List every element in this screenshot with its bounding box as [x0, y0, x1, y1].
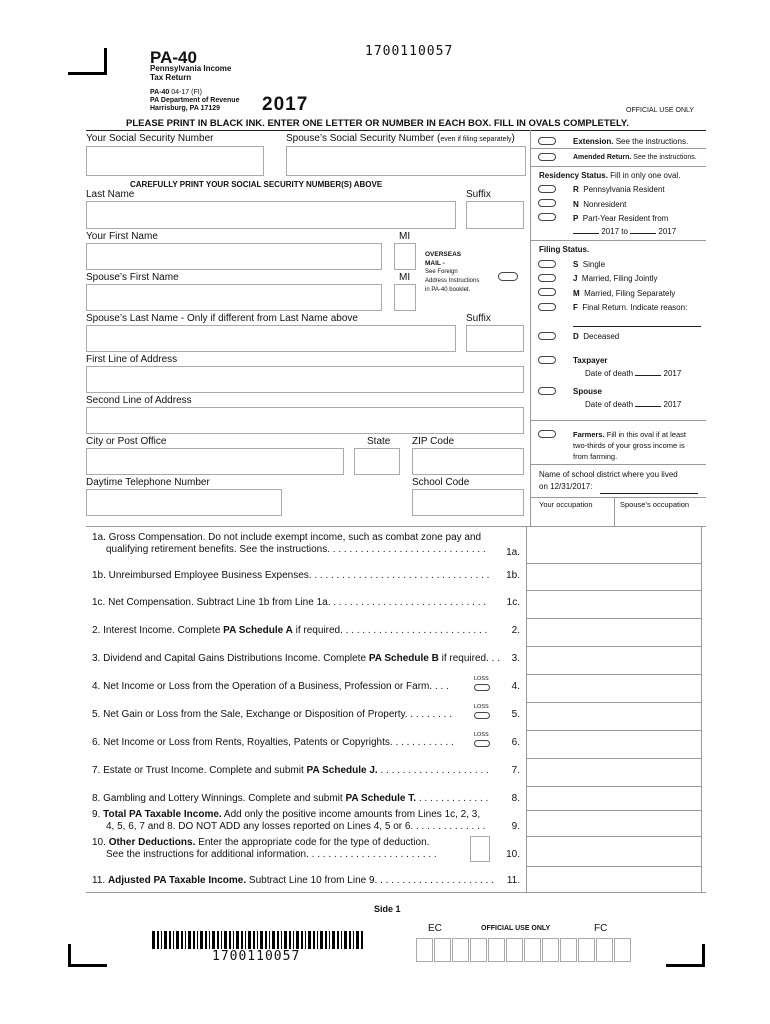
barcode-bar: [317, 931, 318, 949]
barcode-bar: [209, 931, 210, 949]
last-name-label: Last Name: [86, 189, 135, 200]
spouse-ssn-label: Spouse’s Social Security Number (even if filing separately): [286, 133, 515, 144]
form-title-line1: Pennsylvania Income: [150, 64, 232, 73]
spouse-last-name-label: Spouse’s Last Name - Only if different from Last Name above: [86, 313, 358, 324]
barcode-bar: [197, 931, 198, 949]
official-use-cell: [596, 938, 613, 962]
barcode-bar: [265, 931, 267, 949]
loss-oval[interactable]: [474, 740, 490, 747]
filing-m-oval[interactable]: [538, 288, 556, 296]
line-prefix: 3. Dividend and Capital Gains Distributions Income. Complete: [92, 653, 369, 664]
official-use-cell: [488, 938, 505, 962]
line-description: [92, 765, 489, 776]
filing-s-label: S Single: [573, 260, 606, 269]
line-description: 5. Net Gain or Loss from the Sale, Exchange or Disposition of Property. . . . . . . . .: [92, 709, 452, 720]
barcode-bar: [301, 931, 303, 949]
amended-oval[interactable]: [538, 153, 556, 161]
spouse-last-name-field[interactable]: [86, 325, 456, 352]
barcode-bar: [296, 931, 299, 949]
print-instructions: PLEASE PRINT IN BLACK INK. ENTER ONE LETTER OR NUMBER IN EACH BOX. FILL IN OVALS COMPLETELY.: [126, 118, 629, 129]
barcode-number-bottom: 1700110057: [212, 949, 301, 964]
barcode-bar: [200, 931, 203, 949]
residency-n-oval[interactable]: [538, 199, 556, 207]
line-number: 9.: [511, 821, 520, 832]
line-number: 3.: [511, 653, 520, 664]
barcode-bar: [173, 931, 174, 949]
line-description-cont: qualifying retirement benefits. See the instructions. . . . . . . . . . . . . . . . . . . . . . . . . . . . .: [106, 544, 486, 555]
line-number: 8.: [511, 793, 520, 804]
line-description-cont: See the instructions for additional information. . . . . . . . . . . . . . . . . . . . . . . .: [106, 849, 437, 860]
filing-j-oval[interactable]: [538, 274, 556, 282]
line-description: 1b. Unreimbursed Employee Business Expenses. . . . . . . . . . . . . . . . . . . . . . . . . . . . . . . . .: [92, 570, 490, 581]
filing-s-oval[interactable]: [538, 260, 556, 268]
barcode-bar: [356, 931, 359, 949]
barcode-bar: [325, 931, 327, 949]
barcode-bar: [205, 931, 207, 949]
side-label: Side 1: [374, 904, 401, 914]
barcode-bar: [361, 931, 363, 949]
line-description: 6. Net Income or Loss from Rents, Royalties, Patents or Copyrights. . . . . . . . . . . .: [92, 737, 454, 748]
filing-j-label: J Married, Filing Jointly: [573, 274, 658, 283]
school-district-label-2: on 12/31/2017:: [539, 482, 593, 491]
registration-mark-bottom-left: [68, 944, 107, 967]
line-number: 6.: [511, 737, 520, 748]
right-rule-5: [530, 464, 706, 465]
line-bold-text: PA Schedule J.: [306, 765, 378, 776]
barcode-bar: [305, 931, 306, 949]
line-suffix: . . . . . . . . . . . . . . . . . . . .: [377, 765, 489, 776]
department: PA Department of Revenue: [150, 97, 240, 104]
loss-label: LOSS: [474, 732, 489, 738]
right-rule-1: [530, 148, 706, 149]
loss-oval[interactable]: [474, 684, 490, 691]
school-code-label: School Code: [412, 477, 470, 488]
barcode-bar: [185, 931, 186, 949]
taxpayer-label: Taxpayer: [573, 356, 608, 365]
line-description: [92, 809, 480, 820]
overseas-label-2: MAIL -: [425, 260, 445, 267]
line-bold-text: Total PA Taxable Income.: [103, 809, 222, 820]
farmers-oval[interactable]: [538, 430, 556, 438]
barcode-bar: [344, 931, 347, 949]
right-rule-2: [530, 166, 706, 167]
barcode-bar: [332, 931, 335, 949]
line-bold-text: Other Deductions.: [108, 837, 196, 848]
barcode-bar: [257, 931, 258, 949]
header-rule: [86, 130, 706, 131]
line-number: 11.: [506, 875, 520, 886]
your-occupation-label: Your occupation: [539, 500, 593, 509]
overseas-oval[interactable]: [498, 272, 518, 281]
residency-p-oval[interactable]: [538, 213, 556, 221]
line-number: 1b.: [506, 570, 520, 581]
barcode-bar: [341, 931, 342, 949]
barcode-bar: [284, 931, 287, 949]
barcode-bar: [349, 931, 351, 949]
barcode-bar: [193, 931, 195, 949]
first-name-field[interactable]: [86, 243, 382, 270]
line-bold-text: Adjusted PA Taxable Income.: [107, 875, 247, 886]
extension-oval[interactable]: [538, 137, 556, 145]
lines-bottom-rule: [86, 892, 706, 893]
barcode-bar: [329, 931, 330, 949]
barcode-bar: [221, 931, 222, 949]
barcode-bar: [313, 931, 315, 949]
address2-label: Second Line of Address: [86, 395, 192, 406]
ssn-field[interactable]: [86, 146, 264, 176]
line-prefix: 8. Gambling and Lottery Winnings. Complete and submit: [92, 793, 346, 804]
line-suffix: Enter the appropriate code for the type of deduction.: [195, 837, 430, 848]
filing-status-heading: Filing Status.: [539, 245, 590, 254]
final-reason-line[interactable]: [573, 326, 701, 327]
residency-p-label: P Part-Year Resident from: [573, 214, 669, 223]
spouse-suffix-field[interactable]: [466, 325, 524, 352]
line-number: 4.: [511, 681, 520, 692]
phone-label: Daytime Telephone Number: [86, 477, 210, 488]
barcode: [152, 931, 366, 949]
spouse-deceased-oval[interactable]: [538, 387, 556, 395]
barcode-bar: [176, 931, 179, 949]
address1-label: First Line of Address: [86, 354, 178, 365]
barcode-bar: [212, 931, 215, 949]
extension-label: Extension. See the instructions.: [573, 137, 689, 146]
spouse-mi-label: MI: [399, 272, 411, 283]
city-field[interactable]: [86, 448, 344, 475]
loss-oval[interactable]: [474, 712, 490, 719]
ssn-label: Your Social Security Number: [86, 133, 214, 144]
line-prefix: 2. Interest Income. Complete: [92, 625, 224, 636]
official-use-cell: [578, 938, 595, 962]
right-rule-6: [530, 497, 706, 498]
spouse-suffix-label: Suffix: [466, 313, 491, 324]
line-description: [92, 653, 500, 664]
line-prefix: 10.: [92, 837, 109, 848]
spouse-mi-field[interactable]: [394, 284, 416, 311]
barcode-bar: [164, 931, 167, 949]
right-rule-4: [530, 420, 706, 421]
barcode-bar: [245, 931, 246, 949]
line-bold-text: PA Schedule B: [368, 653, 439, 664]
amount-column: [526, 526, 702, 892]
overseas-label-1: OVERSEAS: [425, 251, 462, 258]
school-code-field[interactable]: [412, 489, 524, 516]
official-use-cell: [560, 938, 577, 962]
barcode-bar: [353, 931, 354, 949]
suffix-field[interactable]: [466, 201, 524, 229]
filing-m-label: M Married, Filing Separately: [573, 289, 676, 298]
barcode-bar: [281, 931, 282, 949]
filing-f-oval[interactable]: [538, 303, 556, 311]
line-bold-text: PA Schedule A: [223, 625, 293, 636]
official-use-cell: [452, 938, 469, 962]
tax-year: 2017: [262, 94, 309, 115]
fc-label: FC: [594, 923, 608, 934]
barcode-bar: [308, 931, 311, 949]
line-suffix: if required. . .: [438, 653, 500, 664]
address2-field[interactable]: [86, 407, 524, 434]
city-label: City or Post Office: [86, 436, 167, 447]
deceased-oval[interactable]: [538, 332, 556, 340]
official-use-cell: [506, 938, 523, 962]
line-description: [92, 837, 429, 848]
barcode-bar: [289, 931, 291, 949]
right-column-divider: [530, 130, 531, 526]
mi-label: MI: [399, 231, 411, 242]
line-suffix: Add only the positive income amounts from Lines 1c, 2, 3,: [221, 809, 481, 820]
address1-field[interactable]: [86, 366, 524, 393]
right-rule-3: [530, 240, 706, 241]
line-prefix: 9.: [92, 809, 104, 820]
first-name-label: Your First Name: [86, 231, 158, 242]
school-district-label-1: Name of school district where you lived: [539, 470, 678, 479]
barcode-bar: [272, 931, 275, 949]
barcode-bar: [188, 931, 191, 949]
line-number: 1c.: [506, 597, 520, 608]
overseas-label-5: in PA-40 booklet.: [425, 287, 471, 293]
filing-f-label: F Final Return. Indicate reason:: [573, 303, 688, 312]
farmers-label-1: Farmers. Fill in this oval if at least: [573, 430, 686, 439]
spouse-dod: Date of death 2017: [585, 400, 682, 409]
barcode-bar: [260, 931, 263, 949]
taxpayer-deceased-oval[interactable]: [538, 356, 556, 364]
line-prefix: 11.: [92, 875, 108, 886]
department-city: Harrisburg, PA 17129: [150, 105, 221, 112]
official-use-cell: [524, 938, 541, 962]
ec-label: EC: [428, 923, 442, 934]
barcode-bar: [277, 931, 279, 949]
occupation-divider: [614, 497, 615, 526]
barcode-bar: [169, 931, 171, 949]
line-bold-text: PA Schedule T.: [345, 793, 417, 804]
residency-heading: Residency Status. Fill in only one oval.: [539, 171, 681, 180]
last-name-field[interactable]: [86, 201, 456, 229]
loss-label: LOSS: [474, 676, 489, 682]
line-suffix: . . . . . . . . . . . . .: [416, 793, 489, 804]
farmers-label-2: two-thirds of your gross income is: [573, 441, 685, 450]
barcode-bar: [236, 931, 239, 949]
line-suffix: if required. . . . . . . . . . . . . . . . . . . . . . . . . . .: [292, 625, 488, 636]
form-title-line2: Tax Return: [150, 73, 192, 82]
other-deductions-code-box[interactable]: [470, 836, 490, 862]
barcode-bar: [337, 931, 339, 949]
barcode-bar: [229, 931, 231, 949]
line-number: 2.: [511, 625, 520, 636]
zip-field[interactable]: [412, 448, 524, 475]
line-suffix: Subtract Line 10 from Line 9. . . . . . . . . . . . . . . . . . . . . .: [246, 875, 495, 886]
state-field[interactable]: [354, 448, 400, 475]
residency-r-label: R Pennsylvania Resident: [573, 185, 665, 194]
spouse-first-name-label: Spouse’s First Name: [86, 272, 179, 283]
official-use-cell: [416, 938, 433, 962]
spouse-first-name-field[interactable]: [86, 284, 382, 311]
line-description-cont: 4, 5, 6, 7 and 8. DO NOT ADD any losses reported on Lines 4, 5 or 6. . . . . . . . . . . . . .: [106, 821, 486, 832]
official-use-label: OFFICIAL USE ONLY: [626, 107, 695, 114]
barcode-bar: [269, 931, 270, 949]
line-description: [92, 793, 488, 804]
line-number: 10.: [506, 849, 520, 860]
line-prefix: 7. Estate or Trust Income. Complete and submit: [92, 765, 307, 776]
barcode-number-top: 1700110057: [365, 44, 454, 59]
residency-r-oval[interactable]: [538, 185, 556, 193]
deceased-label: D Deceased: [573, 332, 620, 341]
residency-n-label: N Nonresident: [573, 200, 627, 209]
form-version: PA-40 04-17 (FI): [150, 89, 203, 96]
school-district-line[interactable]: [600, 493, 698, 494]
amended-label: Amended Return. See the instructions.: [573, 154, 697, 161]
overseas-label-3: See Foreign: [425, 269, 458, 275]
barcode-bar: [157, 931, 159, 949]
spouse-deceased-label: Spouse: [573, 387, 602, 396]
line-number: 1a.: [506, 547, 520, 558]
line-number: 7.: [511, 765, 520, 776]
line-description: [92, 875, 494, 886]
footer-official-use: OFFICIAL USE ONLY: [481, 925, 551, 932]
spouse-occupation-label: Spouse’s occupation: [620, 500, 690, 509]
official-use-cell: [614, 938, 631, 962]
line-description: [92, 625, 487, 636]
taxpayer-dod: Date of death 2017: [585, 369, 682, 378]
registration-mark-bottom-right: [666, 944, 705, 967]
overseas-label-4: Address Instructions: [425, 278, 480, 284]
line-description: 4. Net Income or Loss from the Operation of a Business, Profession or Farm. . . .: [92, 681, 449, 692]
residency-p-dates: 2017 to 2017: [573, 227, 676, 236]
barcode-bar: [224, 931, 227, 949]
barcode-bar: [233, 931, 234, 949]
registration-mark-top-left: [68, 48, 107, 75]
barcode-bar: [181, 931, 183, 949]
line-number: 5.: [511, 709, 520, 720]
barcode-bar: [253, 931, 255, 949]
line-description: 1c. Net Compensation. Subtract Line 1b from Line 1a. . . . . . . . . . . . . . . . . . . . . . . . . . . . .: [92, 597, 487, 608]
official-use-cell: [470, 938, 487, 962]
zip-label: ZIP Code: [412, 436, 455, 447]
suffix-label: Suffix: [466, 189, 491, 200]
phone-field[interactable]: [86, 489, 282, 516]
barcode-bar: [161, 931, 162, 949]
barcode-bar: [293, 931, 294, 949]
barcode-bar: [217, 931, 219, 949]
loss-label: LOSS: [474, 704, 489, 710]
farmers-label-3: from farming.: [573, 452, 618, 461]
mi-field[interactable]: [394, 243, 416, 270]
official-use-cell: [542, 938, 559, 962]
spouse-ssn-field[interactable]: [286, 146, 526, 176]
ssn-notice: CAREFULLY PRINT YOUR SOCIAL SECURITY NUMBER(S) ABOVE: [130, 180, 383, 189]
barcode-bar: [241, 931, 243, 949]
barcode-bar: [152, 931, 155, 949]
barcode-bar: [248, 931, 251, 949]
form-code: PA-40: [150, 48, 197, 67]
official-use-cell: [434, 938, 451, 962]
line-description: 1a. Gross Compensation. Do not include exempt income, such as combat zone pay and: [92, 532, 482, 543]
state-label: State: [367, 436, 391, 447]
barcode-bar: [320, 931, 323, 949]
